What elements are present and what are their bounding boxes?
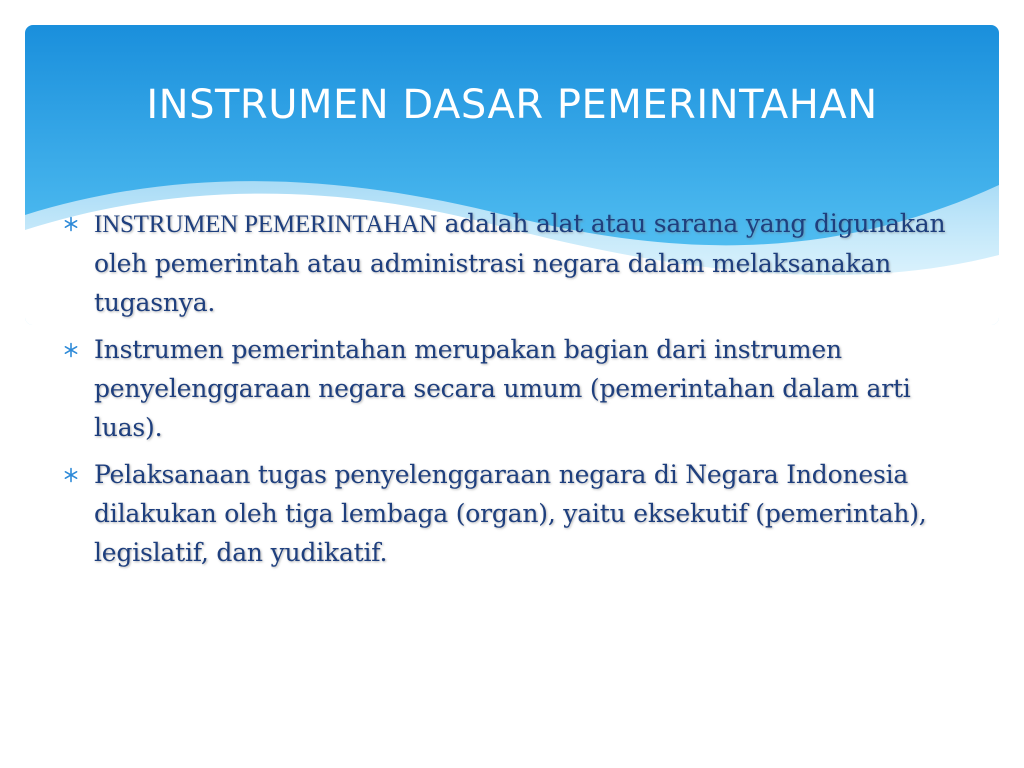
bullet-item [62,455,962,572]
bullet-item [62,330,962,447]
bullet-item [62,204,962,322]
asterisk-bullet-icon [62,341,80,359]
asterisk-bullet-icon [62,466,80,484]
bullet-list [62,204,962,580]
asterisk-bullet-icon [62,215,80,233]
bullet-text: adalah alat atau sarana yang digunakan oleh pemerintah atau administrasi negara dalam melaksanakan tugasnya. [94,209,946,317]
bullet-lead-text: INSTRUMEN PEMERINTAHAN [94,211,437,238]
bullet-text: Instrumen pemerintahan merupakan bagian dari instrumen penyelenggaraan negara secara umum (pemerintahan dalam arti luas). [94,335,911,442]
slide-title: INSTRUMEN DASAR PEMERINTAHAN [146,82,878,128]
bullet-text: Pelaksanaan tugas penyelenggaraan negara di Negara Indonesia dilakukan oleh tiga lembaga (organ), yaitu eksekutif (pemerintah), legislatif, dan yudikatif. [94,460,927,567]
